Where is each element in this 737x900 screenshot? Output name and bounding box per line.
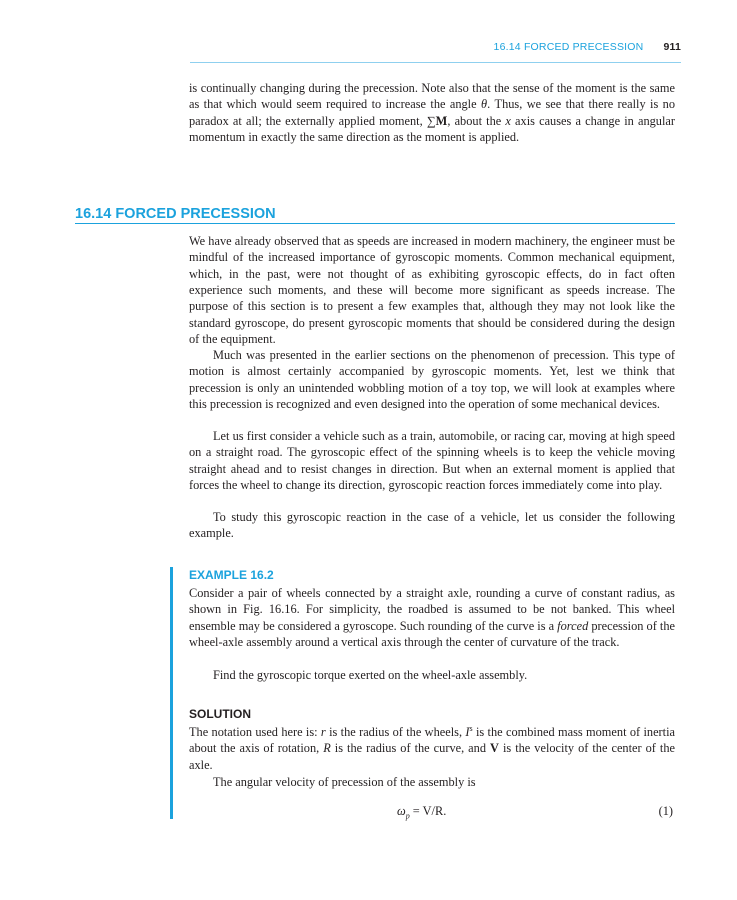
section-paragraph-3: Let us first consider a vehicle such as a train, automobile, or racing car, moving at high speed on a straight road. The gyroscopic effect of the spinning wheels is to keep the vehicle moving straight ahead and to resist changes in direction. But when an external moment is applied that forces the wheel to change its direction, gyroscopic reaction forces immediately come into play. bbox=[189, 429, 675, 493]
section-paragraph-2: Much was presented in the earlier sections on the phenomenon of precession. This type of motion is almost certainly accompanied by gyroscopic moments. Yet, lest we think that precession is only an unintended wobbling motion of a toy top, we will look at examples where this precession is recognized and even designed into the operation of some mechanical devices. bbox=[189, 348, 675, 412]
equation-expression: $\omega_p = V/R$. bbox=[397, 804, 447, 821]
example-paragraph-2: Find the gyroscopic torque exerted on the wheel-axle assembly. bbox=[213, 668, 528, 682]
section-paragraph-1: We have already observed that as speeds are increased in modern machinery, the engineer must be mindful of the increased importance of gyroscopic moments. Common mechanical equipment, which, in the past, were not thought of as exhibiting gyroscopic effects, do in fact often experience such moments, and these will become more significant as speeds increase. The purpose of this section is to present a few examples that, although they may not look like the standard gyroscope, do present gyroscopic moments that should be considered during the design of the equipment. bbox=[189, 234, 675, 347]
intro-paragraph: is continually changing during the precession. Note also that the sense of the moment is the same as that which would seem required to increase the angle θ. Thus, we see that there really is no paradox at all; the externally applied moment, ∑M, about the x axis causes a change in angular momentum in exactly the same direction as the moment is applied. bbox=[189, 81, 675, 145]
example-paragraph-1: Consider a pair of wheels connected by a straight axle, rounding a curve of constant radius, as shown in Fig. 16.16. For simplicity, the roadbed is assumed to be not banked. This wheel ensemble may be considered a gyroscope. Such rounding of the curve is a forced precession of the wheel-axle assembly around a vertical axis through the center of curvature of the track. bbox=[189, 586, 675, 650]
running-header bbox=[190, 41, 681, 63]
equation-number: (1) bbox=[658, 804, 673, 818]
example-side-bar bbox=[170, 567, 173, 819]
page-number: 911 bbox=[663, 41, 681, 53]
section-heading: 16.14 FORCED PRECESSION bbox=[75, 205, 675, 224]
solution-paragraph-2: The angular velocity of precession of the assembly is bbox=[213, 775, 476, 789]
running-title: 16.14 FORCED PRECESSION bbox=[493, 41, 644, 53]
solution-title: SOLUTION bbox=[189, 707, 251, 721]
section-paragraph-4: To study this gyroscopic reaction in the case of a vehicle, let us consider the following example. bbox=[189, 510, 675, 541]
solution-paragraph-1: The notation used here is: r is the radius of the wheels, $I^s$ is the combined mass moment of inertia about the axis of rotation, R is the radius of the curve, and V is the velocity of the center of the axle. bbox=[189, 723, 675, 772]
example-title: EXAMPLE 16.2 bbox=[189, 568, 274, 582]
